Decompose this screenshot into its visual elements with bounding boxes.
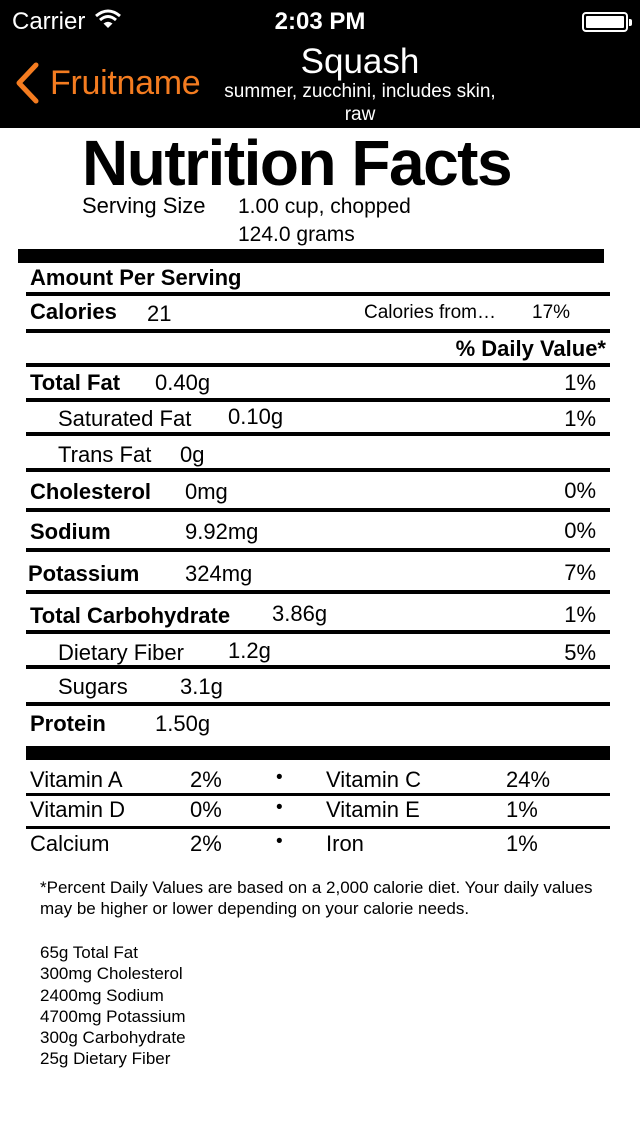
dv-reference-item: 65g Total Fat	[40, 943, 138, 962]
battery-icon	[582, 12, 628, 32]
vitamin-pct: 1%	[506, 797, 538, 822]
nutrient-amount: 1.2g	[228, 638, 271, 663]
daily-value-footnote: *Percent Daily Values are based on a 2,000 calorie diet. Your daily values may be higher or lower depending on your calorie needs.	[40, 878, 593, 918]
divider	[26, 702, 610, 706]
nutrient-name: Potassium	[28, 561, 140, 586]
divider	[26, 363, 610, 367]
bullet: •	[276, 767, 283, 788]
nutrient-name: Total Carbohydrate	[30, 603, 231, 628]
vitamin-pct: 1%	[506, 831, 538, 856]
nutrient-amount: 324mg	[185, 561, 253, 586]
dv-reference-item: 2400mg Sodium	[40, 985, 164, 1005]
carrier-label: Carrier	[12, 8, 86, 35]
vitamin-name: Iron	[326, 831, 364, 856]
nutrient-dv: 7%	[564, 560, 596, 585]
divider	[26, 793, 610, 796]
nutrient-dv: 0%	[564, 518, 596, 543]
vitamin-pct: 0%	[190, 797, 222, 822]
dv-reference-item: 300g Carbohydrate	[40, 1028, 186, 1048]
nutrient-dv: 1%	[564, 370, 596, 395]
vitamin-pct: 2%	[190, 767, 222, 792]
thick-divider	[26, 746, 610, 760]
divider	[26, 508, 610, 512]
nutrient-name: Trans Fat	[58, 442, 152, 467]
dv-reference-item: 300mg Cholesterol	[40, 964, 183, 984]
nutrient-dv: 5%	[564, 640, 596, 665]
vitamin-name: Vitamin C	[326, 767, 421, 792]
nav-subtitle-line2: raw	[344, 104, 376, 125]
bullet: •	[276, 831, 283, 852]
divider	[26, 432, 610, 436]
nutrition-facts-title: Nutrition Facts	[82, 127, 512, 199]
nav-subtitle-line1: summer, zucchini, includes skin,	[224, 81, 496, 102]
nutrient-amount: 1.50g	[155, 711, 211, 736]
dv-reference-item: 4700mg Potassium	[40, 1006, 186, 1026]
nutrient-amount: 9.92mg	[185, 519, 259, 544]
amount-per-serving: Amount Per Serving	[30, 265, 242, 290]
nav-subtitle	[200, 80, 520, 126]
calories-from-label: Calories from…	[364, 302, 496, 323]
nav-title: Squash	[300, 42, 420, 81]
nutrient-name: Sodium	[30, 519, 111, 544]
divider	[26, 548, 610, 552]
dv-reference-list	[40, 942, 186, 1070]
nutrient-amount: 0.40g	[155, 370, 211, 395]
nutrient-amount: 0g	[180, 442, 205, 467]
back-button[interactable]	[14, 62, 200, 104]
thick-divider	[18, 249, 604, 263]
back-button-label: Fruitname	[50, 63, 201, 102]
divider	[26, 826, 610, 829]
calories-from-value: 17%	[532, 302, 571, 323]
nutrient-name: Total Fat	[30, 370, 121, 395]
nutrient-name: Sugars	[58, 674, 128, 699]
nutrient-dv: 0%	[564, 478, 596, 503]
divider	[26, 590, 610, 594]
vitamin-name: Calcium	[30, 831, 110, 856]
nutrient-amount: 0mg	[185, 479, 228, 504]
daily-value-header: % Daily Value*	[455, 336, 606, 361]
vitamin-name: Vitamin D	[30, 797, 125, 822]
divider	[26, 398, 610, 402]
serving-size-label: Serving Size	[82, 193, 206, 218]
nutrient-name: Saturated Fat	[58, 406, 192, 431]
vitamin-pct: 24%	[506, 767, 551, 792]
status-time: 2:03 PM	[274, 8, 366, 35]
divider	[26, 329, 610, 333]
divider	[26, 468, 610, 472]
nutrient-name: Protein	[30, 711, 106, 736]
nutrient-dv: 1%	[564, 602, 596, 627]
navigation-bar	[0, 0, 640, 128]
calories-label: Calories	[30, 299, 117, 324]
divider	[26, 665, 610, 669]
nutrient-amount: 0.10g	[228, 404, 284, 429]
nutrient-amount: 3.86g	[272, 601, 328, 626]
divider	[26, 292, 610, 296]
dv-reference-item: 25g Dietary Fiber	[40, 1049, 171, 1069]
nutrient-amount: 3.1g	[180, 674, 223, 699]
calories-value: 21	[147, 301, 172, 326]
chevron-left-icon	[14, 62, 40, 104]
serving-size-grams: 124.0 grams	[238, 223, 355, 246]
vitamin-name: Vitamin A	[30, 767, 123, 792]
nutrient-name: Cholesterol	[30, 479, 152, 504]
bullet: •	[276, 797, 283, 818]
vitamin-pct: 2%	[190, 831, 222, 856]
nutrient-name: Dietary Fiber	[58, 640, 184, 665]
nutrient-dv: 1%	[564, 406, 596, 431]
divider	[26, 630, 610, 634]
serving-size-value: 1.00 cup, chopped	[238, 195, 411, 218]
vitamin-name: Vitamin E	[326, 797, 420, 822]
